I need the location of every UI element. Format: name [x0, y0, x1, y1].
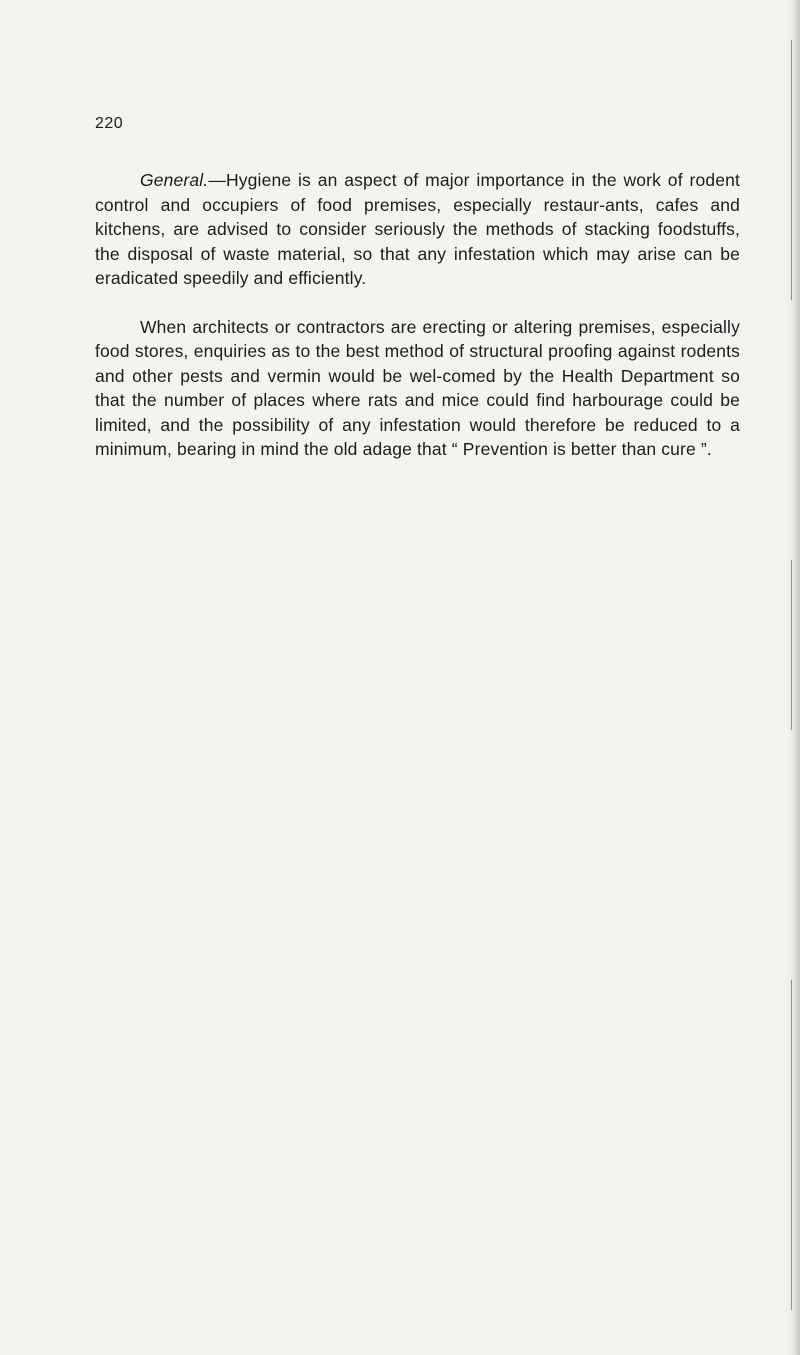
paragraph-general [95, 168, 740, 291]
scan-edge-line [791, 980, 792, 1310]
paragraph-architects [95, 315, 740, 462]
scan-shadow-edge [786, 0, 800, 1355]
scan-edge-line [791, 40, 792, 300]
scan-edge-line [791, 560, 792, 730]
paragraph-lead: General. [140, 170, 209, 190]
page-number: 220 [95, 115, 124, 132]
paragraph-text: When architects or contractors are erecting or altering premises, especially food stores, enquiries as to the best method of structural proofing against rodents and other pests and vermin would be wel-comed by the Health Department so that the number of places where rats and mice could find harbourage could be limited, and the possibility of any infestation would therefore be reduced to a minimum, bearing in mind the old adage that “ Prevention is better than cure ”. [95, 316, 740, 459]
paragraph-text: —Hygiene is an aspect of major importance in the work of rodent control and occupiers of food premises, especially restaur-ants, cafes and kitchens, are advised to consider seriously the methods of stacking foodstuffs, the disposal of waste material, so that any infestation which may arise can be eradicated speedily and efficiently. [95, 170, 740, 288]
body-text [95, 168, 740, 462]
